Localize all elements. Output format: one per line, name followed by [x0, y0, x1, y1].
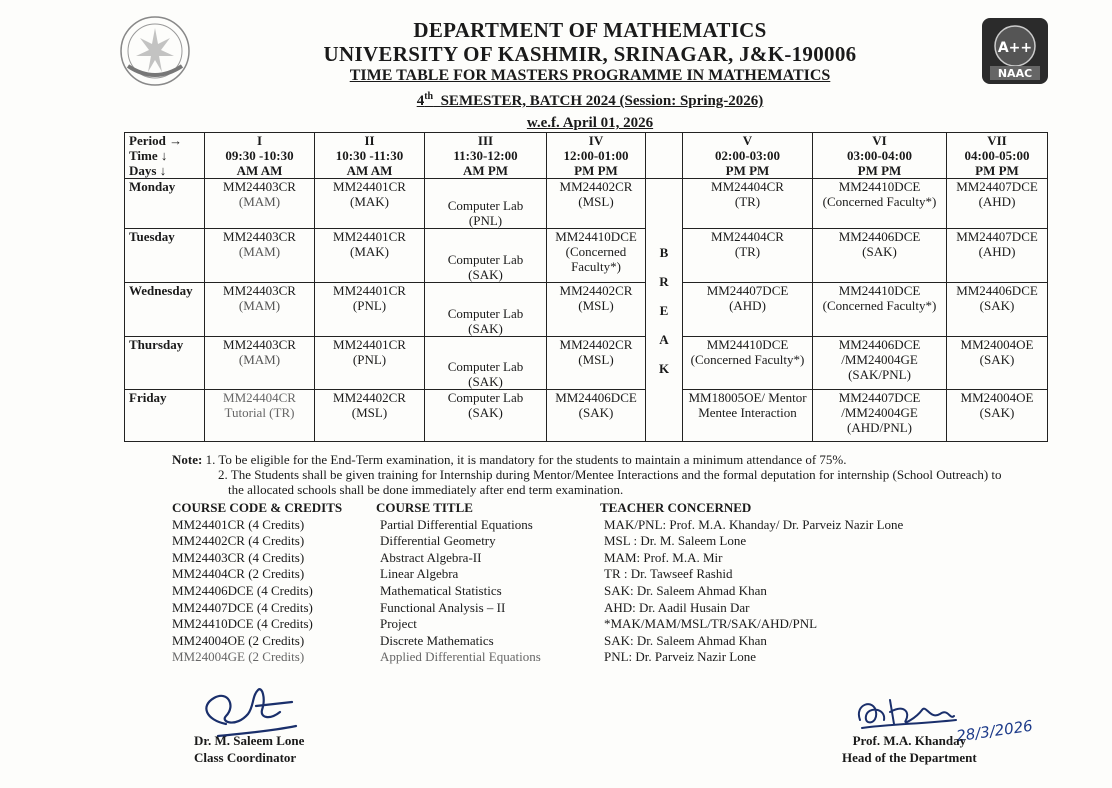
slot-cell: MM24410DCE (Concerned Faculty*) [813, 179, 947, 229]
column-header: COURSE CODE & CREDITS [172, 500, 343, 515]
slot-cell: MM24407DCE /MM24004GE (AHD/PNL) [813, 390, 947, 442]
note-label: Note: [172, 452, 203, 467]
corner-time: Time ↓ [129, 148, 168, 163]
period-header: II 10:30 -11:30 AM AM [315, 133, 425, 179]
note-1 [172, 452, 1072, 467]
day-row [125, 390, 1048, 442]
slot-cell: MM24403CR (MAM) [205, 229, 315, 283]
day-label: Tuesday [125, 229, 205, 283]
slot-cell: MM24402CR (MSL) [547, 283, 646, 337]
course-code: MM24004GE (2 Credits) [172, 649, 305, 665]
period-header: VI 03:00-04:00 PM PM [813, 133, 947, 179]
course-title: Abstract Algebra-II [380, 549, 482, 565]
course-code: MM24404CR (2 Credits) [172, 566, 305, 582]
slot-cell: MM24404CR (TR) [683, 229, 813, 283]
day-label: Wednesday [125, 283, 205, 337]
slot-cell: MM24407DCE (AHD) [683, 283, 813, 337]
left-signatory-name: Dr. M. Saleem Lone [194, 733, 305, 748]
slot-cell: MM24403CR (MAM) [205, 179, 315, 229]
notes-section [172, 452, 1072, 497]
column-header: COURSE TITLE [376, 500, 473, 515]
slot-cell: MM24402CR (MSL) [547, 179, 646, 229]
semester-number: 4 [416, 93, 425, 109]
course-title-column [376, 500, 541, 666]
slot-cell: MM24004OE (SAK) [947, 390, 1048, 442]
university-title: UNIVERSITY OF KASHMIR, SRINAGAR, J&K-190006 [323, 42, 857, 66]
slot-cell: MM24410DCE (Concerned Faculty*) [547, 229, 646, 283]
slot-cell: MM24406DCE /MM24004GE (SAK/PNL) [813, 337, 947, 390]
corner-period: Period → [129, 133, 183, 148]
course-title: Project [380, 616, 417, 632]
teacher-entry: AHD: Dr. Aadil Husain Dar [604, 599, 750, 615]
teacher-entry: MAM: Prof. M.A. Mir [604, 549, 723, 565]
course-title: Differential Geometry [380, 533, 496, 549]
period-header: IV 12:00-01:00 PM PM [547, 133, 646, 179]
timetable-title: TIME TABLE FOR MASTERS PROGRAMME IN MATHEMATICS [349, 67, 831, 84]
day-label: Friday [125, 390, 205, 442]
day-row [125, 229, 1048, 283]
course-code-column [172, 500, 342, 666]
course-title: Partial Differential Equations [380, 516, 533, 532]
note-1-text: 1. To be eligible for the End-Term examination, it is mandatory for the students to maintain a minimum attendance of 75%. [205, 452, 847, 467]
day-row [125, 283, 1048, 337]
slot-cell: MM24406DCE (SAK) [547, 390, 646, 442]
slot-cell: MM24401CR (PNL) [315, 283, 425, 337]
university-seal-logo [118, 14, 192, 88]
day-label: Monday [125, 179, 205, 229]
teacher-column [600, 500, 903, 666]
course-title: Functional Analysis – II [380, 599, 506, 615]
teacher-entry: MSL : Dr. M. Saleem Lone [604, 533, 747, 549]
slot-cell: MM24404CR (TR) [683, 179, 813, 229]
teacher-entry: SAK: Dr. Saleem Ahmad Khan [604, 632, 767, 648]
course-code: MM24403CR (4 Credits) [172, 549, 305, 565]
slot-cell: MM24403CR (MAM) [205, 283, 315, 337]
break-letter: K [658, 360, 670, 376]
right-signatory-name: Prof. M.A. Khanday [852, 733, 967, 748]
naac-label-text: NAAC [997, 67, 1033, 80]
teacher-entry: *MAK/MAM/MSL/TR/SAK/AHD/PNL [604, 616, 818, 632]
lab-cell: Computer Lab (PNL) [425, 179, 547, 229]
course-code: MM24004OE (2 Credits) [172, 632, 305, 648]
right-signature [850, 690, 960, 734]
lab-cell: Computer Lab (SAK) [425, 390, 547, 442]
teacher-entry: TR : Dr. Tawseef Rashid [604, 566, 733, 582]
corner-cell [125, 133, 205, 179]
break-letter: R [659, 273, 669, 289]
slot-cell: MM24407DCE (AHD) [947, 229, 1048, 283]
right-signatory [842, 732, 977, 766]
break-letter: A [659, 331, 669, 347]
slot-cell: MM24406DCE (SAK) [813, 229, 947, 283]
slot-cell: MM24401CR (MAK) [315, 179, 425, 229]
right-signatory-role: Head of the Department [842, 750, 977, 765]
slot-cell: MM24401CR (MAK) [315, 229, 425, 283]
slot-cell: MM24402CR (MSL) [315, 390, 425, 442]
slot-cell: MM24406DCE (SAK) [947, 283, 1048, 337]
break-letter: B [659, 244, 669, 260]
break-header [646, 133, 683, 179]
note-2: 2. The Students shall be given training for Internship during Mentor/Mentee Interactions and the formal deputation for internship (School Outreach) to [218, 467, 1002, 482]
slot-cell: MM24407DCE (AHD) [947, 179, 1048, 229]
semester-text: SEMESTER, BATCH 2024 (Session: Spring-2026) [440, 93, 764, 109]
course-title: Applied Differential Equations [380, 649, 541, 665]
teacher-entry: SAK: Dr. Saleem Ahmad Khan [604, 582, 767, 598]
lab-cell: Computer Lab (SAK) [425, 283, 547, 337]
course-code: MM24401CR (4 Credits) [172, 516, 305, 532]
course-code: MM24410DCE (4 Credits) [172, 616, 313, 632]
day-row [125, 337, 1048, 390]
slot-cell: MM24401CR (PNL) [315, 337, 425, 390]
break-letter: E [659, 302, 669, 318]
teacher-entry: PNL: Dr. Parveiz Nazir Lone [604, 649, 756, 665]
header-row [125, 133, 1048, 179]
period-header: I 09:30 -10:30 AM AM [205, 133, 315, 179]
department-title: DEPARTMENT OF MATHEMATICS [413, 18, 767, 42]
naac-badge-logo [980, 16, 1050, 86]
left-signatory [194, 732, 304, 766]
naac-grade-text: A++ [997, 40, 1033, 56]
slot-cell: MM24403CR (MAM) [205, 337, 315, 390]
course-title: Mathematical Statistics [380, 582, 502, 598]
corner-days: Days ↓ [129, 163, 167, 178]
column-header: TEACHER CONCERNED [600, 500, 752, 515]
day-label: Thursday [125, 337, 205, 390]
slot-cell: MM24004OE (SAK) [947, 337, 1048, 390]
slot-cell: MM24410DCE (Concerned Faculty*) [683, 337, 813, 390]
day-row [125, 179, 1048, 229]
effective-date: w.e.f. April 01, 2026 [526, 115, 654, 131]
slot-cell: MM24404CR Tutorial (TR) [205, 390, 315, 442]
note-2-cont: the allocated schools shall be done immediately after end term examination. [228, 482, 624, 497]
course-code: MM24402CR (4 Credits) [172, 533, 305, 549]
slot-cell: MM24410DCE (Concerned Faculty*) [813, 283, 947, 337]
teacher-entry: MAK/PNL: Prof. M.A. Khanday/ Dr. Parveiz Nazir Lone [604, 516, 904, 532]
period-header: V 02:00-03:00 PM PM [683, 133, 813, 179]
course-code: MM24407DCE (4 Credits) [172, 599, 313, 615]
semester-suffix: th [424, 91, 434, 102]
lab-cell: Computer Lab (SAK) [425, 229, 547, 283]
lab-cell: Computer Lab (SAK) [425, 337, 547, 390]
course-title: Discrete Mathematics [380, 632, 494, 648]
course-title: Linear Algebra [380, 566, 459, 582]
timetable [124, 132, 1048, 442]
break-column [646, 179, 683, 442]
signature-date: 28/3/2026 [955, 716, 1034, 746]
period-header: VII 04:00-05:00 PM PM [947, 133, 1048, 179]
period-header: III 11:30-12:00 AM PM [425, 133, 547, 179]
left-signatory-role: Class Coordinator [194, 750, 297, 765]
document-header [200, 18, 980, 134]
course-code: MM24406DCE (4 Credits) [172, 582, 313, 598]
semester-line [200, 86, 980, 112]
slot-cell: MM18005OE/ Mentor Mentee Interaction [683, 390, 813, 442]
slot-cell: MM24402CR (MSL) [547, 337, 646, 390]
